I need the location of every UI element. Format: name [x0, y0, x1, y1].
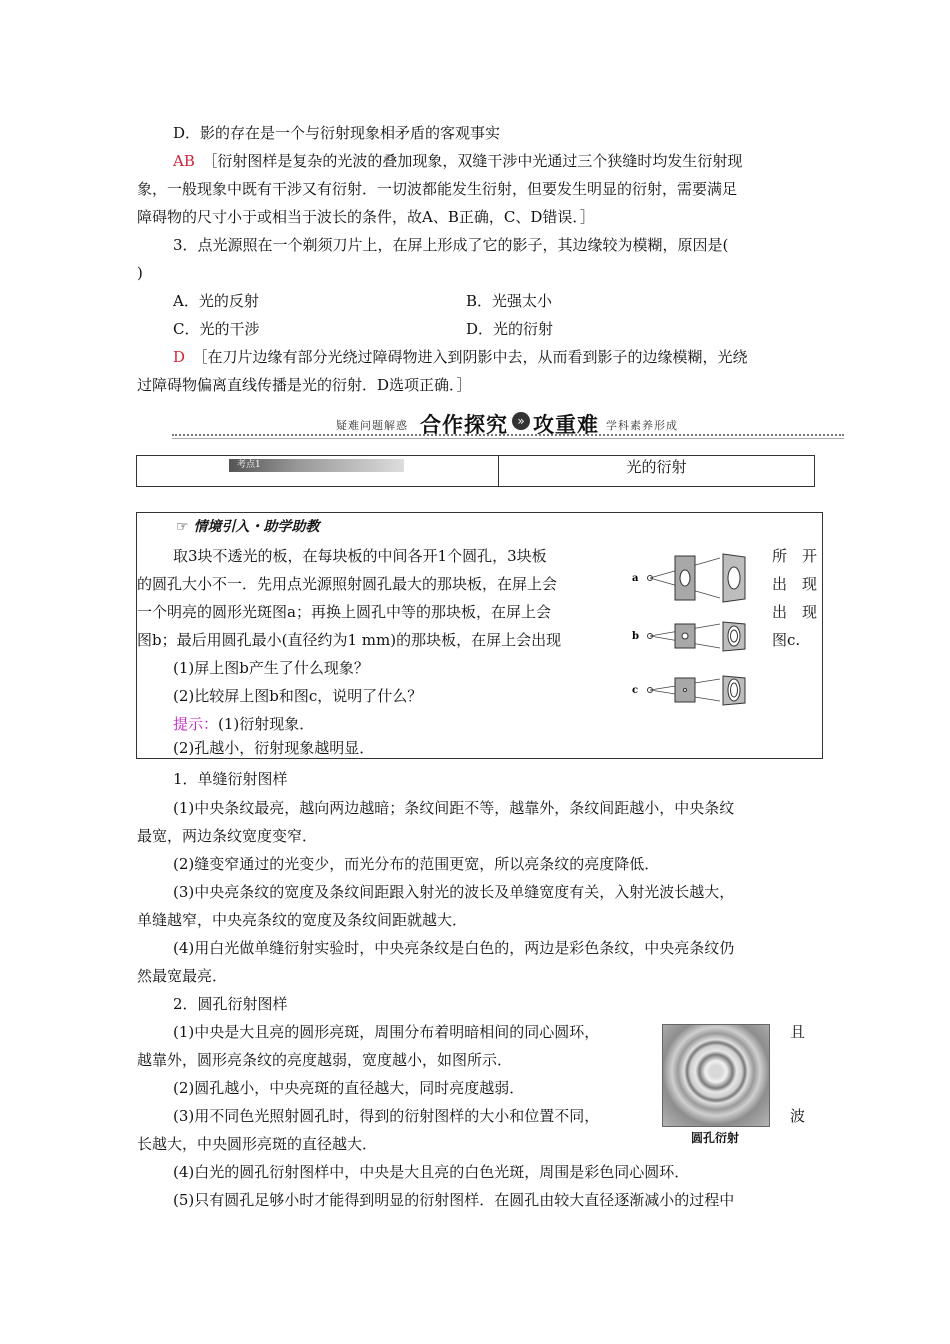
divider [172, 438, 844, 439]
bright-spot [728, 567, 740, 589]
body-text: 越靠外，圆形亮条纹的亮度越弱，宽度越小，如图所示． [137, 1051, 513, 1069]
body-text: 长越大，中央圆形亮斑的直径越大． [137, 1135, 378, 1153]
aperture-medium [682, 633, 688, 639]
context-side-text: 出 现 [772, 603, 818, 621]
body-text: (1)中央是大且亮的圆形亮斑，周围分布着明暗相间的同心圆环， [173, 1023, 600, 1041]
body-text-tail: 且 [790, 1023, 806, 1041]
question-3-line-1: 3．点光源照在一个剃须刀片上，在屏上形成了它的影子，其边缘较为模糊，原因是( [173, 236, 729, 254]
context-hint-2: (2)孔越小，衍射现象越明显． [173, 739, 375, 757]
diffraction-rings [728, 679, 740, 701]
hand-pointer-icon: ☞ [176, 519, 189, 535]
diffraction-rings [728, 626, 740, 646]
diagram-label-c: c [632, 685, 639, 696]
topic-tag: 考点1 [229, 459, 404, 472]
body-text: 单缝越窄，中央亮条纹的宽度及条纹间距就越大． [137, 911, 468, 929]
context-heading-text: 情境引入・助学助教 [193, 519, 320, 535]
answer-3-line-2: 过障碍物偏离直线传播是光的衍射．D选项正确．］ [137, 376, 472, 394]
body-text: (3)中央亮条纹的宽度及条纹间距跟入射光的波长及单缝宽度有关，入射光波长越大， [173, 883, 735, 901]
hint-text: (1)衍射现象． [218, 715, 315, 733]
diagram-label-b: b [632, 631, 639, 642]
diagram-label-a: a [632, 573, 639, 584]
diagram-row-b [632, 622, 745, 651]
answer-key: D [173, 348, 186, 366]
body-text: (2)缝变窄通过的光变少，而光分布的范围更宽，所以亮条纹的亮度降低． [173, 855, 660, 873]
context-side-text: 所 开 [772, 547, 818, 565]
body-text: 然最宽最亮． [137, 967, 228, 985]
body-text: (3)用不同色光照射圆孔时，得到的衍射图样的大小和位置不同， [173, 1107, 600, 1125]
option-b: B．光强太小 [466, 292, 553, 310]
aperture-small [684, 689, 687, 692]
option-d: D．光的衍射 [466, 320, 554, 338]
aperture-diagram [628, 552, 763, 712]
body-text: (4)用白光做单缝衍射实验时，中央亮条纹是白色的，两边是彩色条纹，中央亮条纹仍 [173, 939, 735, 957]
circular-diffraction-photo [662, 1024, 770, 1127]
section-title-a: 合作探究 [420, 413, 508, 437]
answer-text: ［衍射图样是复杂的光波的叠加现象，双缝干涉中光通过三个狭缝时均发生衍射现 [202, 152, 743, 170]
body-text: (2)圆孔越小，中央亮斑的直径越大，同时亮度越弱． [173, 1079, 525, 1097]
answer-text: ［在刀片边缘有部分光绕过障碍物进入到阴影中去，从而看到影子的边缘模糊，光绕 [192, 348, 748, 366]
option-c: C．光的干涉 [173, 320, 260, 338]
body-text: 最宽，两边条纹宽度变窄． [137, 827, 318, 845]
diagram-row-a [632, 554, 745, 602]
context-heading [176, 516, 319, 538]
hint-label: 提示： [173, 715, 219, 733]
divider [172, 434, 844, 436]
context-hint-1 [173, 710, 633, 738]
section-header [172, 406, 844, 440]
context-side-text: 图c. [772, 631, 801, 649]
question-3-line-2: ) [137, 264, 143, 282]
diagram-row-c [632, 676, 745, 705]
photo-caption: 圆孔衍射 [690, 1131, 739, 1145]
body-text: (4)白光的圆孔衍射图样中，中央是大且亮的白色光斑，周围是彩色同心圆环． [173, 1163, 690, 1181]
section-title-b: 攻重难 [533, 413, 599, 437]
double-arrow-icon: » [512, 412, 530, 430]
topic-title: 光的衍射 [626, 458, 687, 476]
context-paragraph-line-2: 的圆孔大小不一．先用点光源照射圆孔最大的那块板，在屏上会 [137, 575, 558, 593]
context-paragraph-line-3: 一个明亮的圆形光斑图a；再换上圆孔中等的那块板，在屏上会 [137, 603, 551, 621]
aperture-large [680, 570, 690, 586]
option-d-text: D．影的存在是一个与衍射现象相矛盾的客观事实 [173, 124, 501, 142]
answer-2-line-2: 象，一般现象中既有干涉又有衍射．一切波都能发生衍射，但要发生明显的衍射，需要满足 [137, 180, 738, 198]
answer-2-line-1 [173, 147, 817, 175]
body-text-tail: 波 [790, 1107, 806, 1125]
context-side-text: 出 现 [772, 575, 818, 593]
option-a: A．光的反射 [173, 292, 259, 310]
body-text: (1)中央条纹最亮，越向两边越暗；条纹间距不等，越靠外，条纹间距越小，中央条纹 [173, 799, 735, 817]
context-question-1: (1)屏上图b产生了什么现象？ [173, 659, 369, 677]
section-left-label: 疑难问题解惑 [336, 419, 408, 432]
answer-key: AB [173, 152, 195, 170]
answer-2-line-3: 障碍物的尺寸小于或相当于波长的条件，故A、B正确，C、D错误．］ [137, 208, 595, 226]
context-paragraph-line-1: 取3块不透光的板，在每块板的中间各开1个圆孔，3块板 [173, 547, 547, 565]
section-right-label: 学科素养形成 [606, 419, 678, 432]
heading-single-slit: 1．单缝衍射图样 [173, 770, 288, 788]
topic-table [136, 455, 815, 487]
heading-circular-hole: 2．圆孔衍射图样 [173, 995, 288, 1013]
answer-3-line-1 [173, 343, 817, 371]
body-text: (5)只有圆孔足够小时才能得到明显的衍射图样．在圆孔由较大直径逐渐减小的过程中 [173, 1191, 735, 1209]
context-paragraph-line-4: 图b；最后用圆孔最小(直径约为1 mm)的那块板，在屏上会出现 [137, 631, 562, 649]
context-question-2: (2)比较屏上图b和图c，说明了什么？ [173, 687, 423, 705]
